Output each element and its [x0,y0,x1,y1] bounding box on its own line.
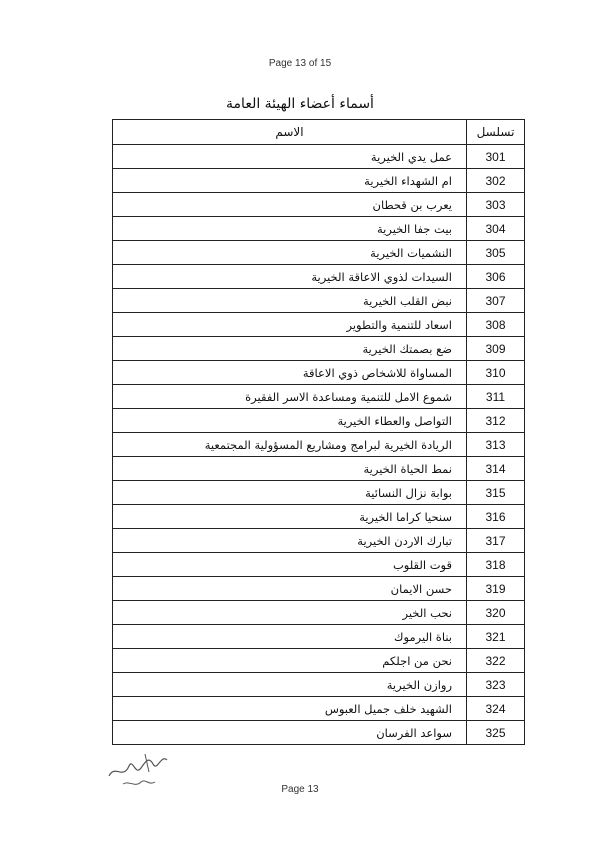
member-name-cell: بيت جفا الخيرية [113,217,467,241]
serial-number-cell: 306 [467,265,525,289]
members-table [112,119,525,745]
table-row [113,529,525,553]
table-row [113,337,525,361]
serial-number-cell: 315 [467,481,525,505]
serial-number-cell: 322 [467,649,525,673]
member-name-cell: نبض القلب الخيرية [113,289,467,313]
serial-number-cell: 309 [467,337,525,361]
document-title: أسماء أعضاء الهيئة العامة [226,96,374,112]
member-name-cell: نحب الخير [113,601,467,625]
serial-number-cell: 316 [467,505,525,529]
member-name-cell: شموع الامل للتنمية ومساعدة الاسر الفقيرة [113,385,467,409]
serial-number-cell: 302 [467,169,525,193]
table-row [113,289,525,313]
serial-number-cell: 308 [467,313,525,337]
member-name-cell: بوابة نزال النسائية [113,481,467,505]
table-row [113,553,525,577]
serial-number-cell: 317 [467,529,525,553]
member-name-cell: سواعد الفرسان [113,721,467,745]
table-row [113,625,525,649]
table-row [113,385,525,409]
table-row [113,193,525,217]
serial-number-cell: 304 [467,217,525,241]
page-header: Page 13 of 15 [268,58,332,69]
member-name-cell: عمل يدي الخيرية [113,145,467,169]
table-row [113,601,525,625]
table-row [113,313,525,337]
table-row [113,457,525,481]
table-row [113,217,525,241]
table-row [113,433,525,457]
member-name-cell: يعرب بن قحطان [113,193,467,217]
serial-number-cell: 310 [467,361,525,385]
serial-number-cell: 303 [467,193,525,217]
table-row [113,673,525,697]
table-row [113,169,525,193]
member-name-cell: حسن الايمان [113,577,467,601]
member-name-cell: المساواة للاشخاص ذوي الاعاقة [113,361,467,385]
member-name-cell: الشهيد خلف جميل العبوس [113,697,467,721]
serial-number-cell: 320 [467,601,525,625]
page-footer: Page 13 [281,784,319,795]
serial-number-cell: 311 [467,385,525,409]
member-name-cell: السيدات لذوي الاعاقة الخيرية [113,265,467,289]
table-row [113,649,525,673]
table-row [113,241,525,265]
serial-number-cell: 325 [467,721,525,745]
serial-column-header: تسلسل [467,120,525,145]
serial-number-cell: 312 [467,409,525,433]
table-row [113,505,525,529]
member-name-cell: نحن من اجلكم [113,649,467,673]
member-name-cell: التواصل والعطاء الخيرية [113,409,467,433]
serial-number-cell: 318 [467,553,525,577]
name-column-header: الاسم [113,120,467,145]
member-name-cell: بناة اليرموك [113,625,467,649]
member-name-cell: ضع بصمتك الخيرية [113,337,467,361]
member-name-cell: ام الشهداء الخيرية [113,169,467,193]
member-name-cell: الريادة الخيرية لبرامج ومشاريع المسؤولية المجتمعية [113,433,467,457]
member-name-cell: النشميات الخيرية [113,241,467,265]
member-name-cell: تبارك الاردن الخيرية [113,529,467,553]
serial-number-cell: 314 [467,457,525,481]
serial-number-cell: 301 [467,145,525,169]
serial-number-cell: 319 [467,577,525,601]
serial-number-cell: 307 [467,289,525,313]
table-row [113,265,525,289]
member-name-cell: روازن الخيرية [113,673,467,697]
table-row [113,481,525,505]
table-row [113,697,525,721]
member-name-cell: اسعاد للتنمية والتطوير [113,313,467,337]
table-body [113,145,525,745]
member-name-cell: نمط الحياة الخيرية [113,457,467,481]
table-header-row [113,120,525,145]
serial-number-cell: 323 [467,673,525,697]
member-name-cell: سنحيا كراما الخيرية [113,505,467,529]
member-name-cell: قوت القلوب [113,553,467,577]
serial-number-cell: 324 [467,697,525,721]
table-row [113,409,525,433]
table-row [113,145,525,169]
table-row [113,721,525,745]
serial-number-cell: 321 [467,625,525,649]
serial-number-cell: 305 [467,241,525,265]
table-row [113,361,525,385]
serial-number-cell: 313 [467,433,525,457]
table-row [113,577,525,601]
